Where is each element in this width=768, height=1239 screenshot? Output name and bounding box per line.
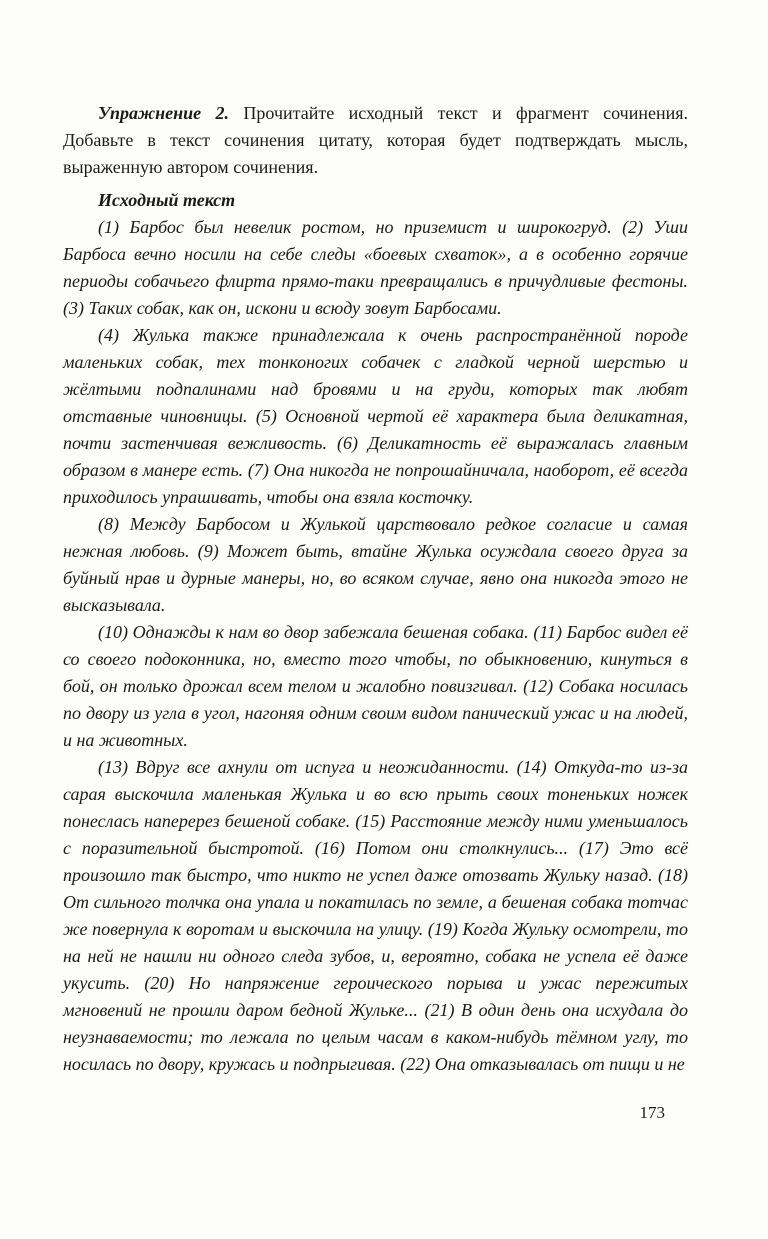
- source-paragraph-3: (8) Между Барбосом и Жулькой царствовало редкое согласие и самая нежная любовь. (9) Может быть, втайне Жулька осуждала своего друга за буйный нрав и дурные манеры, но, во всяком случае, явно она никогда этого не высказывала.: [63, 514, 688, 615]
- exercise-label: Упражнение 2.: [98, 103, 230, 123]
- source-paragraph-1: (1) Барбос был невелик ростом, но приземист и широкогруд. (2) Уши Барбоса вечно носили на себе следы «боевых схваток», а в особенно горячие периоды собачьего флирта прямо-таки превращались в причудливые фестоны. (3) Таких собак, как он, искони и всюду зовут Барбосами.: [63, 217, 688, 318]
- source-text-heading: Исходный текст: [98, 190, 236, 210]
- exercise-intro: [63, 100, 688, 181]
- source-paragraph-2: (4) Жулька также принадлежала к очень распространённой породе маленьких собак, тех тонконогих собачек с гладкой черной шерстью и жёлтыми подпалинами над бровями и на груди, которых так любят отставные чиновницы. (5) Основной чертой её характера была деликатная, почти застенчивая вежливость. (6) Деликатность её выражалась главным образом в манере есть. (7) Она никогда не попрошайничала, наоборот, её всегда приходилось упрашивать, чтобы она взяла косточку.: [63, 325, 688, 507]
- source-paragraph-4: (10) Однажды к нам во двор забежала бешеная собака. (11) Барбос видел её со своего подоконника, но, вместо того чтобы, по обыкновению, кинуться в бой, он только дрожал всем телом и жалобно повизгивал. (12) Собака носилась по двору из угла в угол, нагоняя одним своим видом панический ужас и на людей, и на животных.: [63, 622, 688, 750]
- exercise-instruction: Прочитайте исходный текст и фрагмент сочинения. Добавьте в текст сочинения цитату, которая будет подтверждать мысль, выраженную автором сочинения.: [63, 103, 688, 177]
- source-paragraph-5: (13) Вдруг все ахнули от испуга и неожиданности. (14) Откуда-то из-за сарая выскочила маленькая Жулька и во всю прыть своих тоненьких ножек понеслась наперерез бешеной собаке. (15) Расстояние между ними уменьшалось с поразительной быстротой. (16) Потом они столкнулись... (17) Это всё произошло так быстро, что никто не успел даже отозвать Жульку назад. (18) От сильного толчка она упала и покатилась по земле, а бешеная собака тотчас же повернула к воротам и выскочила на улицу. (19) Когда Жульку осмотрели, то на ней не нашли ни одного следа зубов, и, вероятно, собака не успела её даже укусить. (20) Но напряжение героического порыва и ужас пережитых мгновений не прошли даром бедной Жульке... (21) В один день она исхудала до неузнаваемости; то лежала по целым часам в каком-нибудь тёмном углу, то носилась по двору, кружась и подпрыгивая. (22) Она отказывалась от пищи и не: [63, 757, 688, 1074]
- text-block: [63, 100, 688, 1078]
- page-number: 173: [639, 1103, 665, 1122]
